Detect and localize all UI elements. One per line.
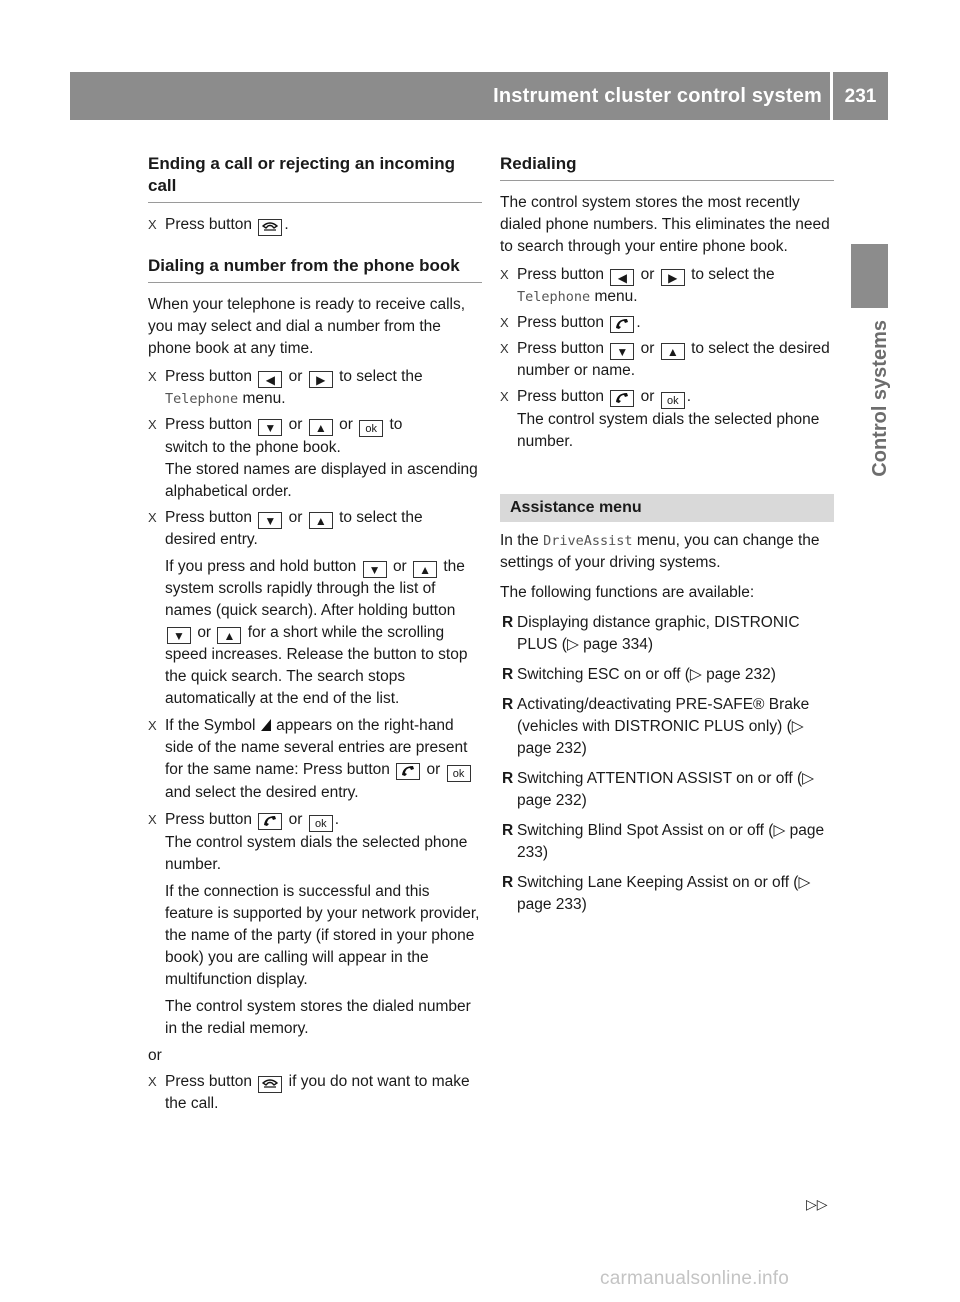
assistance-menu-heading: Assistance menu bbox=[500, 494, 834, 522]
up-key-icon: ▲ bbox=[413, 561, 437, 578]
step: X Press button ◀ or ▶ to select the Telephone menu. bbox=[148, 368, 423, 407]
down-key-icon: ▼ bbox=[258, 512, 282, 529]
step: X Press button if you do not want to make the call. bbox=[148, 1073, 470, 1112]
redial-intro: The control system stores the most recently dialed phone numbers. This eliminates the need to search through your entire phone book. bbox=[500, 194, 830, 255]
section-label: Control systems bbox=[869, 320, 891, 477]
left-column: Ending a call or rejecting an incoming call X Press button . Dialing a number from the phone book When your telephone is ready to receive calls, you may select and dial a number from the phone book at any time. X Press button ◀ or ▶ to select the Telephone menu. X Press button ▼ or ▲ or ok to switch to the phone book. The stored names are displayed in ascending alphabetical order. X Press button ▼ or ▲ to select the desired entry. If you press and hold button ▼ or ▲ the system scrolls rapidly through the list of names (quick search). After holding button ▼ or ▲ for a short while the scrolling speed increases. Release the button to stop the quick search. The search stops automatically at the end of the list. X If the Symbol appears on the right-hand side of the name several entries are present for the same name: Press button or ok and select the desired entry. X Press button or ok . The control system dials the selected phone number. If the connection is successful and this feature is supported by your network provider, the name of the party (if stored in your phone book) you are calling will appear in the multifunction display. The control system stores the dialed number in the redial memory. or X Press button if you do not want to make the call. bbox=[148, 153, 482, 1115]
down-key-icon: ▼ bbox=[258, 419, 282, 436]
right-column bbox=[500, 153, 834, 916]
ok-key-icon: ok bbox=[309, 815, 333, 832]
continue-arrow-icon: ▷▷ bbox=[806, 1196, 828, 1212]
step: X Press button . bbox=[148, 214, 482, 236]
step: X Press button ▼ or ▲ or ok to switch to the phone book. The stored names are displayed in ascending alphabetical order. bbox=[148, 416, 478, 500]
step: X Press button . bbox=[500, 312, 834, 334]
step-arrow-icon: X bbox=[148, 1074, 157, 1089]
step: X Press button or ok . The control system dials the selected phone number. bbox=[500, 388, 820, 450]
right-key-icon: ▶ bbox=[661, 269, 685, 286]
phone-key-icon bbox=[610, 316, 634, 333]
step: X Press button ▼ or ▲ to select the desired entry. If you press and hold button ▼ or ▲ the system scrolls rapidly through the list of names (quick search). After holding button ▼ or ▲ for a short while the scrolling speed increases. Release the button to stop the quick search. The search stops automatically at the end of the list. bbox=[148, 509, 468, 707]
section-tab bbox=[851, 244, 888, 308]
down-key-icon: ▼ bbox=[167, 627, 191, 644]
list-item: R Switching Lane Keeping Assist on or off (▷ page 233) bbox=[502, 874, 811, 913]
step: X Press button ▼ or ▲ to select the desired number or name. bbox=[500, 340, 830, 379]
list-item: R Switching Blind Spot Assist on or off (▷ page 233) bbox=[502, 822, 825, 861]
page-number: 231 bbox=[833, 72, 888, 120]
list-item: R Displaying distance graphic, DISTRONIC PLUS (▷ page 334) bbox=[502, 614, 800, 653]
up-key-icon: ▲ bbox=[217, 627, 241, 644]
step-arrow-icon: X bbox=[500, 389, 509, 404]
watermark: carmanualsonline.info bbox=[600, 1268, 790, 1289]
down-key-icon: ▼ bbox=[610, 343, 634, 360]
step-arrow-icon: X bbox=[148, 510, 157, 525]
phone-key-icon bbox=[610, 390, 634, 407]
step-arrow-icon: X bbox=[148, 417, 157, 432]
end-call-key-icon bbox=[258, 219, 282, 236]
left-key-icon: ◀ bbox=[258, 371, 282, 388]
step-arrow-icon: X bbox=[148, 217, 157, 232]
heading-dialing: Dialing a number from the phone book bbox=[148, 255, 482, 283]
ok-key-icon: ok bbox=[359, 420, 383, 437]
up-key-icon: ▲ bbox=[309, 512, 333, 529]
step: X Press button ◀ or ▶ to select the Telephone menu. bbox=[500, 266, 775, 305]
heading-redialing: Redialing bbox=[500, 153, 834, 181]
intro-text: When your telephone is ready to receive calls, you may select and dial a number from the phone book at any time. bbox=[148, 296, 466, 357]
step-arrow-icon: X bbox=[148, 369, 157, 384]
down-key-icon: ▼ bbox=[363, 561, 387, 578]
multiple-entries-icon bbox=[260, 718, 272, 732]
step-arrow-icon: X bbox=[148, 812, 157, 827]
right-key-icon: ▶ bbox=[309, 371, 333, 388]
step-arrow-icon: X bbox=[148, 718, 157, 733]
step: X Press button or ok . The control system dials the selected phone number. If the connection is successful and this feature is supported by your network provider, the name of the party (if stored in your phone book) you are calling will appear in the multifunction display. The control system stores the dialed number in the redial memory. bbox=[148, 811, 480, 1037]
step-arrow-icon: X bbox=[500, 341, 509, 356]
page-title: Instrument cluster control system bbox=[493, 85, 822, 107]
functions-intro: The following functions are available: bbox=[500, 584, 755, 601]
end-call-key-icon bbox=[258, 1076, 282, 1093]
list-item: R Switching ATTENTION ASSIST on or off (▷ page 232) bbox=[502, 770, 815, 809]
up-key-icon: ▲ bbox=[309, 419, 333, 436]
step-arrow-icon: X bbox=[500, 315, 509, 330]
assist-intro: In the DriveAssist menu, you can change the settings of your driving systems. bbox=[500, 532, 820, 571]
heading-ending-call: Ending a call or rejecting an incoming call bbox=[148, 153, 482, 203]
step: X If the Symbol appears on the right-hand side of the name several entries are present for the same name: Press button or ok and select the desired entry. bbox=[148, 715, 482, 804]
step-arrow-icon: X bbox=[500, 267, 509, 282]
ok-key-icon: ok bbox=[447, 765, 471, 782]
list-item: R Switching ESC on or off (▷ page 232) bbox=[502, 666, 776, 683]
up-key-icon: ▲ bbox=[661, 343, 685, 360]
list-item: R Activating/deactivating PRE-SAFE® Brake (vehicles with DISTRONIC PLUS only) (▷ page 232) bbox=[502, 696, 810, 757]
phone-key-icon bbox=[396, 763, 420, 780]
left-key-icon: ◀ bbox=[610, 269, 634, 286]
ok-key-icon: ok bbox=[661, 392, 685, 409]
phone-key-icon bbox=[258, 813, 282, 830]
